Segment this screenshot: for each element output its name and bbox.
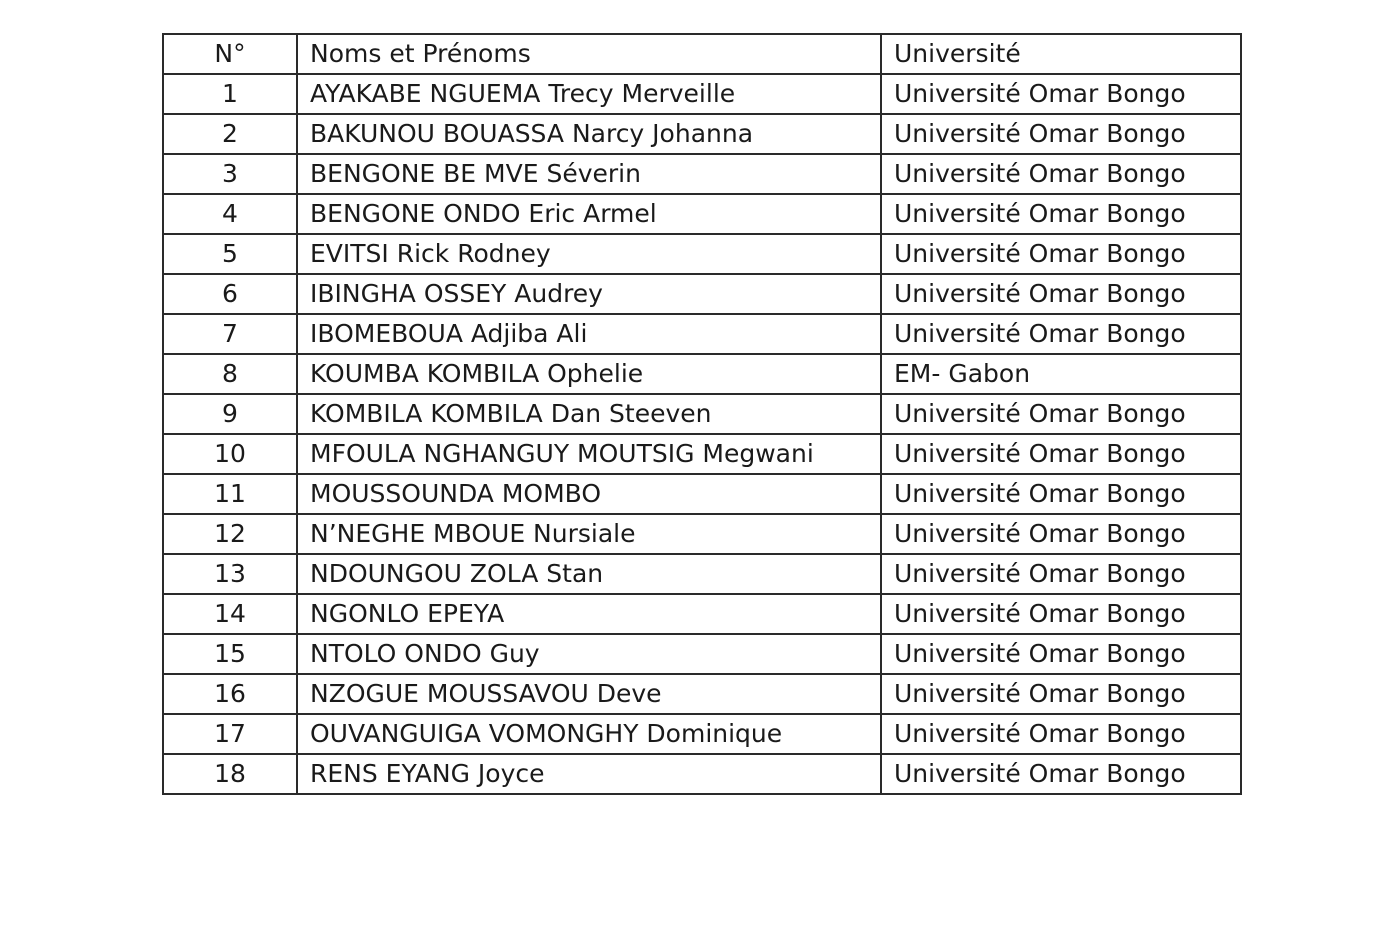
- row-number: 3: [163, 154, 297, 194]
- header-name: Noms et Prénoms: [297, 34, 881, 74]
- row-university: Université Omar Bongo: [881, 754, 1241, 794]
- table-row: [163, 234, 1241, 274]
- row-university: Université Omar Bongo: [881, 474, 1241, 514]
- row-name: AYAKABE NGUEMA Trecy Merveille: [297, 74, 881, 114]
- table-row: [163, 154, 1241, 194]
- table-row: [163, 74, 1241, 114]
- row-university: Université Omar Bongo: [881, 394, 1241, 434]
- row-university: Université Omar Bongo: [881, 594, 1241, 634]
- table-row: [163, 634, 1241, 674]
- row-name: MFOULA NGHANGUY MOUTSIG Megwani: [297, 434, 881, 474]
- participants-table: [162, 33, 1242, 795]
- row-name: MOUSSOUNDA MOMBO: [297, 474, 881, 514]
- row-name: BENGONE BE MVE Séverin: [297, 154, 881, 194]
- table-header-row: [163, 34, 1241, 74]
- table-row: [163, 434, 1241, 474]
- row-name: NGONLO EPEYA: [297, 594, 881, 634]
- row-university: Université Omar Bongo: [881, 154, 1241, 194]
- row-name: NTOLO ONDO Guy: [297, 634, 881, 674]
- row-name: KOUMBA KOMBILA Ophelie: [297, 354, 881, 394]
- row-university: Université Omar Bongo: [881, 314, 1241, 354]
- header-number: N°: [163, 34, 297, 74]
- row-number: 2: [163, 114, 297, 154]
- table-row: [163, 114, 1241, 154]
- row-number: 9: [163, 394, 297, 434]
- row-university: Université Omar Bongo: [881, 434, 1241, 474]
- table-row: [163, 714, 1241, 754]
- row-university: Université Omar Bongo: [881, 714, 1241, 754]
- row-number: 1: [163, 74, 297, 114]
- row-number: 18: [163, 754, 297, 794]
- row-name: N’NEGHE MBOUE Nursiale: [297, 514, 881, 554]
- row-name: NZOGUE MOUSSAVOU Deve: [297, 674, 881, 714]
- row-university: Université Omar Bongo: [881, 554, 1241, 594]
- row-name: NDOUNGOU ZOLA Stan: [297, 554, 881, 594]
- table-row: [163, 314, 1241, 354]
- row-number: 16: [163, 674, 297, 714]
- table-row: [163, 394, 1241, 434]
- row-number: 15: [163, 634, 297, 674]
- row-name: EVITSI Rick Rodney: [297, 234, 881, 274]
- row-number: 11: [163, 474, 297, 514]
- row-name: OUVANGUIGA VOMONGHY Dominique: [297, 714, 881, 754]
- table-body: [163, 74, 1241, 794]
- row-university: Université Omar Bongo: [881, 514, 1241, 554]
- table-row: [163, 514, 1241, 554]
- row-name: IBINGHA OSSEY Audrey: [297, 274, 881, 314]
- row-university: Université Omar Bongo: [881, 234, 1241, 274]
- row-university: Université Omar Bongo: [881, 674, 1241, 714]
- row-university: Université Omar Bongo: [881, 194, 1241, 234]
- row-name: KOMBILA KOMBILA Dan Steeven: [297, 394, 881, 434]
- row-number: 17: [163, 714, 297, 754]
- row-name: RENS EYANG Joyce: [297, 754, 881, 794]
- row-number: 5: [163, 234, 297, 274]
- row-number: 6: [163, 274, 297, 314]
- row-name: BENGONE ONDO Eric Armel: [297, 194, 881, 234]
- table-row: [163, 274, 1241, 314]
- row-number: 12: [163, 514, 297, 554]
- row-number: 4: [163, 194, 297, 234]
- row-university: EM- Gabon: [881, 354, 1241, 394]
- table-row: [163, 754, 1241, 794]
- table-row: [163, 594, 1241, 634]
- table-row: [163, 354, 1241, 394]
- row-number: 8: [163, 354, 297, 394]
- table-row: [163, 674, 1241, 714]
- table-row: [163, 554, 1241, 594]
- table-row: [163, 474, 1241, 514]
- row-number: 13: [163, 554, 297, 594]
- row-name: BAKUNOU BOUASSA Narcy Johanna: [297, 114, 881, 154]
- table-row: [163, 194, 1241, 234]
- row-name: IBOMEBOUA Adjiba Ali: [297, 314, 881, 354]
- header-university: Université: [881, 34, 1241, 74]
- row-university: Université Omar Bongo: [881, 634, 1241, 674]
- row-number: 7: [163, 314, 297, 354]
- row-university: Université Omar Bongo: [881, 74, 1241, 114]
- row-university: Université Omar Bongo: [881, 114, 1241, 154]
- row-number: 14: [163, 594, 297, 634]
- row-university: Université Omar Bongo: [881, 274, 1241, 314]
- row-number: 10: [163, 434, 297, 474]
